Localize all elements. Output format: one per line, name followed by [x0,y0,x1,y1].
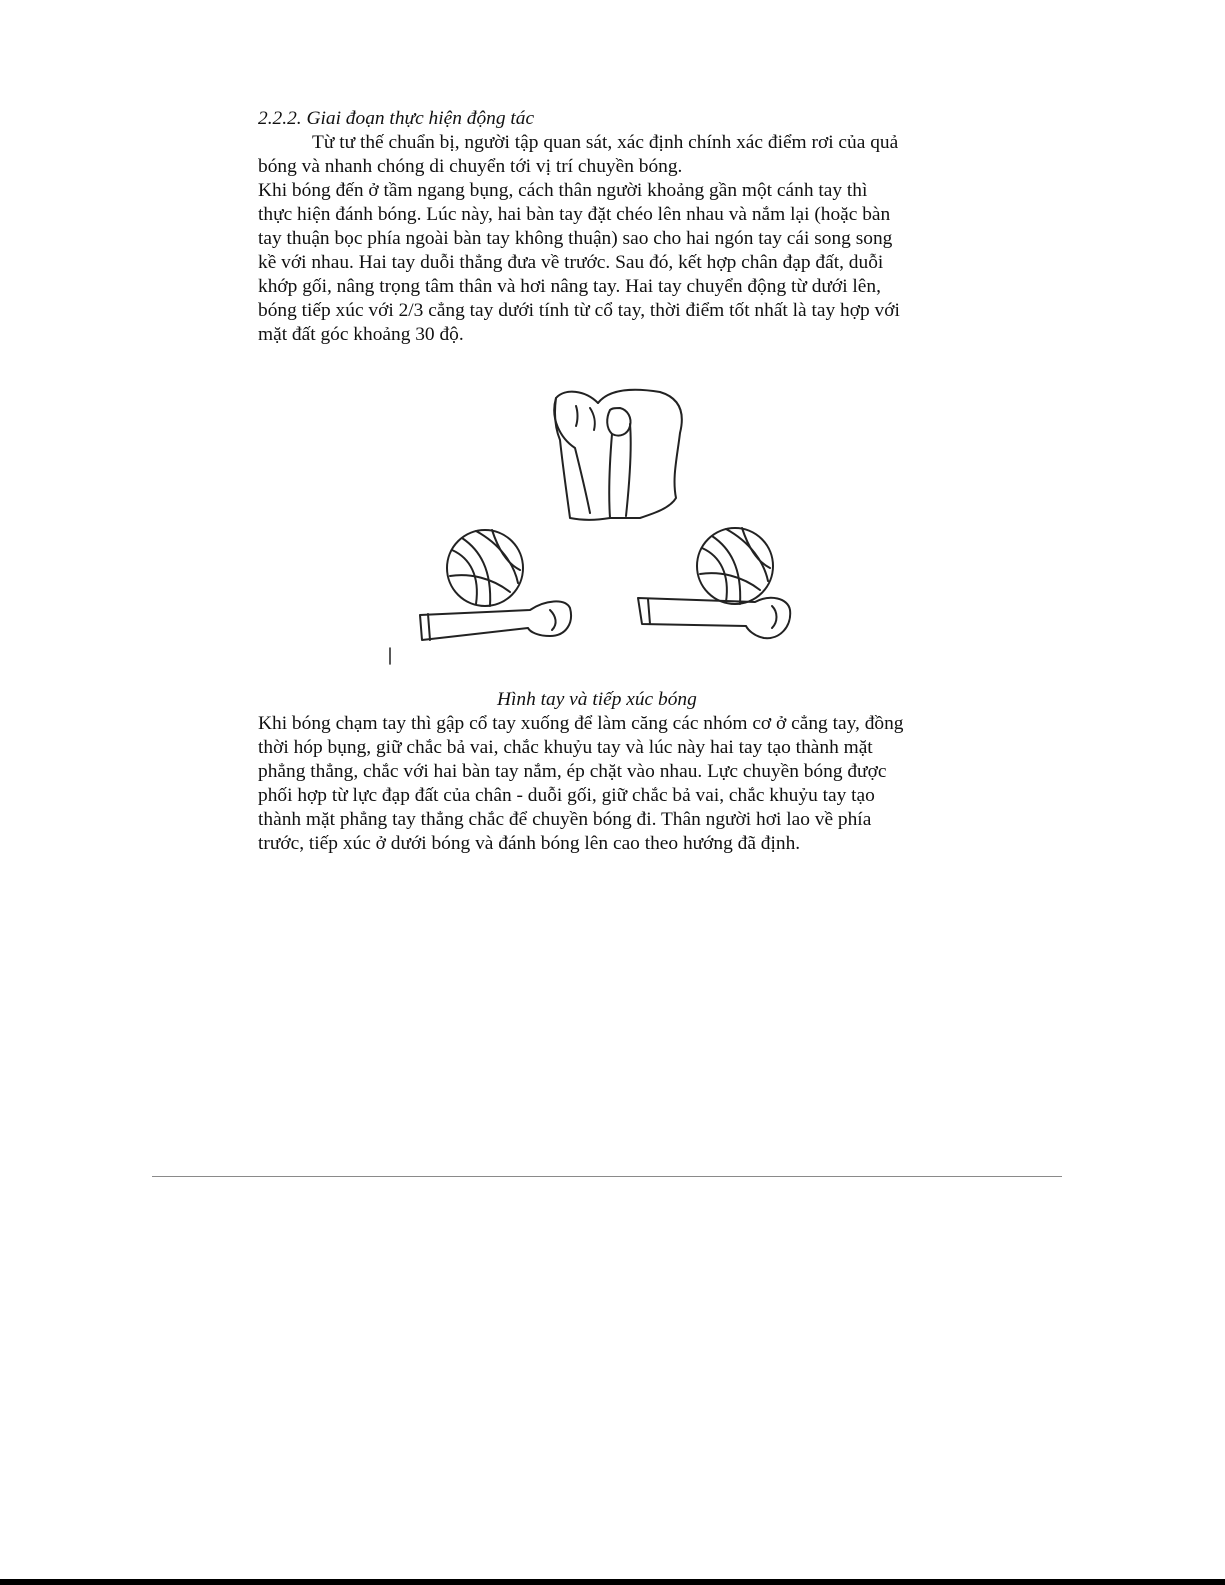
text-line: bóng tiếp xúc với 2/3 cẳng tay dưới tính từ cổ tay, thời điểm tốt nhất là tay hợp với [258,300,900,321]
text-line: bóng và nhanh chóng di chuyển tới vị trí chuyền bóng. [258,156,683,177]
text-line: kề với nhau. Hai tay duỗi thẳng đưa về trước. Sau đó, kết hợp chân đạp đất, duỗi [258,252,884,273]
text-line: thực hiện đánh bóng. Lúc này, hai bàn tay đặt chéo lên nhau và nắm lại (hoặc bàn [258,204,891,225]
text-line: Khi bóng đến ở tầm ngang bụng, cách thân người khoảng gần một cánh tay thì [258,180,868,201]
hand-ball-contact-illustration [380,378,810,668]
figure-caption: Hình tay và tiếp xúc bóng [497,689,697,710]
text-line: thành mặt phẳng tay thẳng chắc để chuyền bóng đi. Thân người hơi lao về phía [258,809,872,830]
text-line: tay thuận bọc phía ngoài bàn tay không thuận) sao cho hai ngón tay cái song song [258,228,893,249]
text-line: thời hóp bụng, giữ chắc bả vai, chắc khuỷu tay và lúc này hai tay tạo thành mặt [258,737,873,758]
volleyball-right-drawing [697,528,773,604]
text-line: phẳng thẳng, chắc với hai bàn tay nắm, ép chặt vào nhau. Lực chuyền bóng được [258,761,887,782]
text-line: mặt đất góc khoảng 30 độ. [258,324,464,345]
text-line: trước, tiếp xúc ở dưới bóng và đánh bóng lên cao theo hướng đã định. [258,833,801,854]
clasped-hands-drawing [554,390,682,520]
volleyball-left-drawing [447,530,523,606]
page-divider [152,1176,1062,1177]
page-bottom-border [0,1579,1225,1585]
text-line: Từ tư thế chuẩn bị, người tập quan sát, xác định chính xác điểm rơi của quả [312,132,899,153]
forearm-right-drawing [638,598,790,638]
text-line: Khi bóng chạm tay thì gập cổ tay xuống để làm căng các nhóm cơ ở cẳng tay, đồng [258,713,904,734]
forearm-left-drawing [420,601,571,640]
text-line: phối hợp từ lực đạp đất của chân - duỗi gối, giữ chắc bả vai, chắc khuỷu tay tạo [258,785,875,806]
section-heading: 2.2.2. Giai đoạn thực hiện động tác [258,108,535,129]
text-line: khớp gối, nâng trọng tâm thân và hơi nâng tay. Hai tay chuyển động từ dưới lên, [258,276,881,297]
